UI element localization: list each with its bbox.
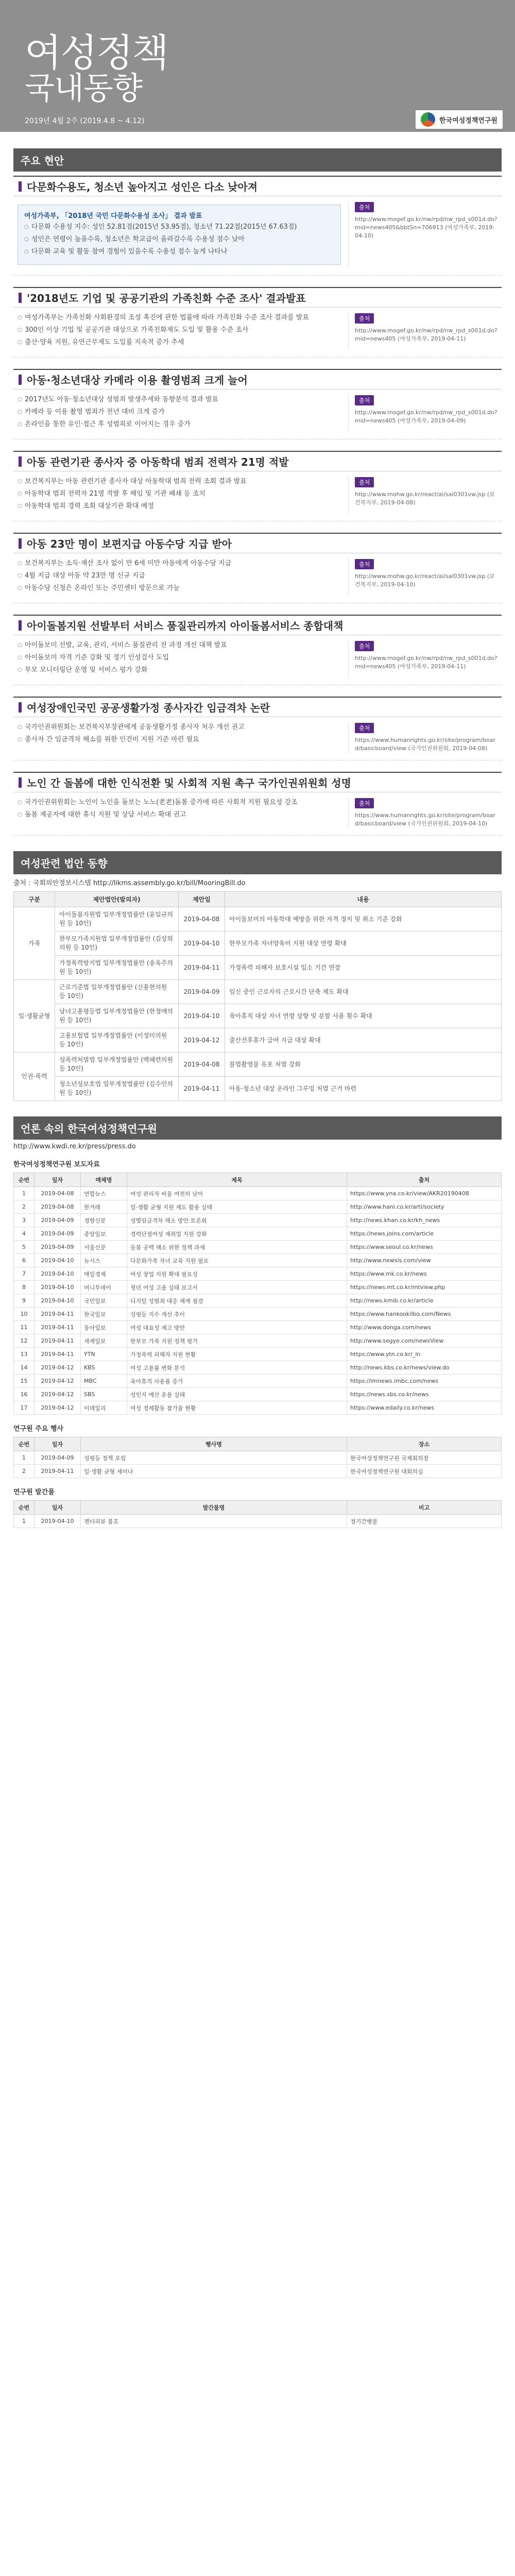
table-cell: http://www.segye.com/newsView <box>347 1334 502 1348</box>
law-row <box>14 1028 502 1053</box>
table-cell: 2019-04-10 <box>35 1254 81 1267</box>
article-bullet: ○ 아이돌보미 선발, 교육, 관리, 서비스 품질관리 전 과정 개선 대책 발표 <box>18 640 341 651</box>
table-row <box>14 1294 502 1308</box>
law-content: 육아휴직 대상 자녀 연령 상향 및 분할 사용 횟수 확대 <box>225 1004 502 1028</box>
table-cell: 11 <box>14 1321 35 1334</box>
law-row <box>14 956 502 980</box>
table-cell: 13 <box>14 1348 35 1361</box>
article-bullet: ○ 돌봄 제공자에 대한 휴식 지원 및 상담 서비스 확대 권고 <box>18 810 341 820</box>
table-cell: 여성 대표성 제고 방안 <box>127 1321 347 1334</box>
table-cell: 한부모 가족 지원 정책 평가 <box>127 1334 347 1348</box>
table-cell: SBS <box>81 1388 127 1401</box>
law-row <box>14 1053 502 1077</box>
law-source: 출처 : 국회의안정보시스템 http://likms.assembly.go.kr/bill/MooringBill.do <box>13 879 246 887</box>
table-cell: 4 <box>14 1227 35 1241</box>
table-row <box>14 1515 502 1528</box>
event-table-title: 연구원 주요 행사 <box>13 1425 63 1433</box>
lead-line: ○ 성인은 연령이 높을수록, 청소년은 학교급이 올라갈수록 수용성 점수 낮아 <box>24 234 334 245</box>
table-cell: 여성 관리자 비율 여전히 낮아 <box>127 1187 347 1200</box>
table-cell: 머니투데이 <box>81 1281 127 1294</box>
law-header: 제안법안(발의자) <box>55 892 179 907</box>
article <box>13 553 502 603</box>
table-cell: https://www.edaily.co.kr/news <box>347 1401 502 1415</box>
article-bullet: ○ 출산·양육 지원, 유연근무제도 도입률 지속적 증가 추세 <box>18 337 341 348</box>
source-tag: 출처 <box>355 313 374 324</box>
table-cell: 2019-04-11 <box>35 1465 81 1478</box>
article-title: 노인 간 돌봄에 대한 인식전환 및 사회적 지원 촉구 국가인권위원회 성명 <box>13 772 502 792</box>
table-cell: 8 <box>14 1281 35 1294</box>
table-cell: http://www.donga.com/news <box>347 1321 502 1334</box>
law-bill: 가정폭력방지법 일부개정법률안 (송옥주의원 등 10인) <box>55 956 179 980</box>
table-cell: 10 <box>14 1308 35 1321</box>
event-table: 순번 일자 행사명 장소 1 2019-04-09 성평등 정책 포럼 한국여성정책연구원 국제회의장 2 2019-04-11 일·생활 균형 세미나 한국여성정책연구원 대회의실 <box>13 1437 502 1478</box>
article-title: 아이돌봄지원 선발부터 서비스 품질관리까지 아이돌봄서비스 종합대책 <box>13 615 502 635</box>
law-row <box>14 1004 502 1028</box>
article-bullet: ○ 2017년도 아동·청소년대상 성범죄 발생추세와 동향분석 결과 발표 <box>18 395 341 405</box>
table-cell: 성평등 정책 포럼 <box>81 1451 347 1465</box>
section-top-news: 주요 현안 <box>13 148 502 172</box>
law-date: 2019-04-11 <box>179 1077 225 1101</box>
table-cell: 디지털 성범죄 대응 체계 점검 <box>127 1294 347 1308</box>
law-date: 2019-04-10 <box>179 931 225 956</box>
media-table <box>13 1173 502 1415</box>
article-bullet: ○ 종사자 간 임금격차 해소를 위한 인건비 지원 기준 마련 필요 <box>18 735 341 745</box>
lead-article <box>13 196 502 276</box>
table-cell: 한국여성정책연구원 대회의실 <box>347 1465 502 1478</box>
table-cell: 2019-04-12 <box>35 1375 81 1388</box>
table-row <box>14 1241 502 1254</box>
header-title-1: 여성정책 <box>25 31 168 75</box>
table-cell: http://www.newsis.com/view <box>347 1254 502 1267</box>
article-bullet: ○ 온라인을 통한 유인·접근 후 성범죄로 이어지는 경우 증가 <box>18 419 341 430</box>
law-category: 인권·폭력 <box>14 1053 55 1101</box>
law-content: 가정폭력 피해자 보호시설 입소 기간 연장 <box>225 956 502 980</box>
table-cell: KBS <box>81 1361 127 1375</box>
table-cell: 여성 창업 지원 확대 필요성 <box>127 1267 347 1281</box>
law-content: 아이돌보미의 아동학대 예방을 위한 자격 정지 및 취소 기준 강화 <box>225 907 502 931</box>
table-cell: 국민일보 <box>81 1294 127 1308</box>
table-cell: https://news.joins.com/article <box>347 1227 502 1241</box>
org-logo <box>416 110 503 129</box>
table-cell: http://news.kmib.co.kr/article <box>347 1294 502 1308</box>
table-row <box>14 1227 502 1241</box>
source-link[interactable]: http://www.mogef.go.kr/nw/rpd/nw_rpd_s001d.do?mid=news405 (여성가족부, 2019-04-11) <box>355 655 497 670</box>
org-name: 한국여성정책연구원 <box>439 116 497 125</box>
table-cell: http://www.hani.co.kr/arti/society <box>347 1200 502 1214</box>
law-content: 임신 중인 근로자의 근로시간 단축 제도 확대 <box>225 980 502 1004</box>
table-row <box>14 1334 502 1348</box>
source-tag: 출처 <box>355 477 374 487</box>
law-bill: 성폭력처벌법 일부개정법률안 (백혜련의원 등 10인) <box>55 1053 179 1077</box>
article-bullet: ○ 보건복지부는 아동 관련기관 종사자 대상 아동학대 범죄 전력 조회 결과 발표 <box>18 477 341 487</box>
media-source-link[interactable]: http://www.kwdi.re.kr/press/press.do <box>13 1143 136 1150</box>
article-bullet: ○ 4월 지급 대상 아동 약 23만 명 신규 지급 <box>18 571 341 581</box>
table-cell: 세계일보 <box>81 1334 127 1348</box>
table-cell: 9 <box>14 1294 35 1308</box>
table-cell: https://www.hankookilbo.com/News <box>347 1308 502 1321</box>
law-category: 일·생활균형 <box>14 980 55 1053</box>
source-tag: 출처 <box>355 798 374 808</box>
lead-box-title: 여성가족부, 「2018년 국민 다문화수용성 조사」 결과 발표 <box>24 212 202 220</box>
law-row <box>14 1077 502 1101</box>
media-header: 순번 <box>14 1173 35 1187</box>
table-row <box>14 1388 502 1401</box>
source-link[interactable]: http://www.mohw.go.kr/react/al/sal0301vw.jsp (보건복지부, 2019-04-08) <box>355 491 495 506</box>
law-row <box>14 931 502 956</box>
article-bullet: ○ 아동수당 신청은 온라인 또는 주민센터 방문으로 가능 <box>18 583 341 594</box>
lead-line: ○ 다문화 수용성 지수: 성인 52.81점(2015년 53.95점), 청소년 71.22점(2015년 67.63점) <box>24 222 334 232</box>
table-cell: https://news.mt.co.kr/mtview.php <box>347 1281 502 1294</box>
table-row <box>14 1267 502 1281</box>
table-cell: 경력단절여성 재취업 지원 강화 <box>127 1227 347 1241</box>
article-bullet: ○ 카메라 등 이용 촬영 범죄가 전년 대비 크게 증가 <box>18 407 341 417</box>
table-cell: 2019-04-12 <box>35 1361 81 1375</box>
table-cell: 다문화가족 자녀 교육 지원 필요 <box>127 1254 347 1267</box>
table-cell: 가정폭력 피해자 지원 현황 <box>127 1348 347 1361</box>
table-row <box>14 1375 502 1388</box>
table-cell: 육아휴직 사용률 증가 <box>127 1375 347 1388</box>
table-cell: 한겨레 <box>81 1200 127 1214</box>
header-title-2: 국내동향 <box>25 71 142 107</box>
table-cell: 14 <box>14 1361 35 1375</box>
table-cell: 1 <box>14 1187 35 1200</box>
table-cell: 2019-04-09 <box>35 1451 81 1465</box>
table-cell: http://news.kbs.co.kr/news/view.do <box>347 1361 502 1375</box>
source-link[interactable]: http://www.mogef.go.kr/nw/rpd/nw_rpd_s001d.do?mid=news405 (여성가족부, 2019-04-11) <box>355 327 497 342</box>
media-header: 일자 <box>35 1173 81 1187</box>
source-link[interactable]: http://www.mohw.go.kr/react/al/sal0301vw.jsp (보건복지부, 2019-04-10) <box>355 573 495 588</box>
table-cell: 일·생활 균형 지원 제도 활용 실태 <box>127 1200 347 1214</box>
article-bullet: ○ 국가인권위원회는 보건복지부장관에게 공동생활가정 종사자 처우 개선 권고 <box>18 722 341 733</box>
law-source-link[interactable]: http://likms.assembly.go.kr/bill/MooringBill.do <box>93 879 246 887</box>
law-date: 2019-04-10 <box>179 1004 225 1028</box>
law-date: 2019-04-09 <box>179 980 225 1004</box>
section-media: 언론 속의 한국여성정책연구원 <box>13 1116 502 1140</box>
table-cell: 정기간행물 <box>347 1515 502 1528</box>
table-cell: 돌봄 공백 해소 위한 정책 과제 <box>127 1241 347 1254</box>
table-cell: 2019-04-12 <box>35 1388 81 1401</box>
article-bullet: ○ 아동학대 범죄 경력 조회 대상기관 확대 예정 <box>18 501 341 512</box>
table-cell: 이데일리 <box>81 1401 127 1415</box>
table-row <box>14 1401 502 1415</box>
source-tag: 출처 <box>355 641 374 651</box>
law-bill: 근로기준법 일부개정법률안 (신용현의원 등 10인) <box>55 980 179 1004</box>
table-cell: 뉴시스 <box>81 1254 127 1267</box>
law-header: 제안일 <box>179 892 225 907</box>
table-cell: 2019-04-09 <box>35 1241 81 1254</box>
article-bullet: ○ 국가인권위원회는 노인이 노인을 돌보는 노노(老老)돌봄 증가에 따른 사회적 지원 필요성 강조 <box>18 798 341 808</box>
table-cell: http://news.khan.co.kr/kh_news <box>347 1214 502 1227</box>
law-row <box>14 907 502 931</box>
header-banner <box>0 0 515 132</box>
table-cell: 17 <box>14 1401 35 1415</box>
table-cell: 16 <box>14 1388 35 1401</box>
table-cell: https://www.mk.co.kr/news <box>347 1267 502 1281</box>
table-cell: 2019-04-11 <box>35 1334 81 1348</box>
table-cell: 매일경제 <box>81 1267 127 1281</box>
table-cell: 2019-04-10 <box>35 1294 81 1308</box>
table-cell: 6 <box>14 1254 35 1267</box>
source-link[interactable]: https://www.humanrights.go.kr/site/program/board/basicboard/view (국가인권위원회, 2019-04-08) <box>355 737 496 752</box>
table-cell: 일·생활 균형 세미나 <box>81 1465 347 1478</box>
main-content <box>0 132 515 1528</box>
table-cell: 성인지 예산 운용 실태 <box>127 1388 347 1401</box>
article-bullet: ○ 아동학대 범죄 전력자 21명 적발 후 해임 및 기관 폐쇄 등 조치 <box>18 489 341 499</box>
table-row <box>14 1200 502 1214</box>
law-bill: 한부모가족지원법 일부개정법률안 (김상희의원 등 10인) <box>55 931 179 956</box>
table-cell: 12 <box>14 1334 35 1348</box>
table-cell: 7 <box>14 1267 35 1281</box>
table-cell: 2019-04-08 <box>35 1200 81 1214</box>
article-title: 아동 23만 명이 보편지급 아동수당 지급 받아 <box>13 533 502 553</box>
article-bullet: ○ 보건복지부는 소득·재산 조사 없이 만 6세 미만 아동에게 아동수당 지급 <box>18 558 341 569</box>
table-cell: 1 <box>14 1515 35 1528</box>
source-link[interactable]: http://www.mogef.go.kr/nw/rpd/nw_rpd_s001d.do?mid=news405&bbtSn=706913 (여성가족부, 2019-04-10) <box>355 216 497 239</box>
logo-icon <box>421 112 435 127</box>
lead-line: ○ 다문화 교육 및 활동 참여 경험이 있을수록 수용성 점수 높게 나타나 <box>24 247 334 257</box>
table-row <box>14 1254 502 1267</box>
table-cell: 한국일보 <box>81 1308 127 1321</box>
article-bullet: ○ 여성가족부는 가족친화 사회환경의 조성 촉진에 관한 법률에 따라 가족친화 수준 조사 결과를 발표 <box>18 313 341 323</box>
article-list <box>13 287 502 836</box>
pub-table-title: 연구원 발간물 <box>13 1488 55 1496</box>
media-header: 매체명 <box>81 1173 127 1187</box>
source-tag: 출처 <box>355 395 374 405</box>
table-cell: https://news.sbs.co.kr/news <box>347 1388 502 1401</box>
source-tag: 출처 <box>355 723 374 733</box>
table-cell: 1 <box>14 1451 35 1465</box>
table-cell: 2019-04-11 <box>35 1321 81 1334</box>
table-cell: 한국여성정책연구원 국제회의장 <box>347 1451 502 1465</box>
article-bullet: ○ 아이돌보미 자격 기준 강화 및 정기 인성검사 도입 <box>18 653 341 663</box>
article-title: 여성장애인국민 공공생활가정 종사자간 임금격차 논란 <box>13 697 502 717</box>
issue-date: 2019년 4월 2주 (2019.4.8 ~ 4.12) <box>25 117 145 125</box>
table-cell: 2019-04-12 <box>35 1401 81 1415</box>
table-row <box>14 1321 502 1334</box>
table-cell: 2019-04-11 <box>35 1308 81 1321</box>
law-category: 가족 <box>14 907 55 980</box>
table-cell: 2019-04-10 <box>35 1515 81 1528</box>
article-title: 아동·청소년대상 카메라 이용 촬영범죄 크게 늘어 <box>13 369 502 389</box>
law-date: 2019-04-08 <box>179 1053 225 1077</box>
media-header: 제목 <box>127 1173 347 1187</box>
table-cell: 경향신문 <box>81 1214 127 1227</box>
article <box>13 717 502 760</box>
article <box>13 471 502 521</box>
source-link[interactable]: http://www.mogef.go.kr/nw/rpd/nw_rpd_s001d.do?mid=news405 (여성가족부, 2019-04-09) <box>355 409 497 424</box>
article-bullet: ○ 부모 모니터링단 운영 및 서비스 평가 강화 <box>18 665 341 675</box>
source-tag: 출처 <box>355 202 374 212</box>
law-bill: 청소년성보호법 일부개정법률안 (김수민의원 등 10인) <box>55 1077 179 1101</box>
article <box>13 792 502 836</box>
table-cell: 2 <box>14 1465 35 1478</box>
law-date: 2019-04-08 <box>179 907 225 931</box>
article <box>13 308 502 358</box>
lead-title: 다문화수용도, 청소년 높아지고 성인은 다소 낮아져 <box>13 176 502 196</box>
lead-summary-box <box>18 205 341 265</box>
law-table <box>13 891 502 1101</box>
law-date: 2019-04-12 <box>179 1028 225 1053</box>
article-title: 아동 관련기관 종사자 중 아동학대 범죄 전력자 21명 적발 <box>13 451 502 471</box>
table-cell: 청년 여성 고용 실태 보고서 <box>127 1281 347 1294</box>
table-cell: 젠더리뷰 봄호 <box>81 1515 347 1528</box>
article-title: '2018년도 기업 및 공공기관의 가족친화 수준 조사' 결과발표 <box>13 287 502 308</box>
table-cell: 연합뉴스 <box>81 1187 127 1200</box>
table-cell: MBC <box>81 1375 127 1388</box>
table-row <box>14 1187 502 1200</box>
table-row <box>14 1451 502 1465</box>
article <box>13 635 502 685</box>
media-header: 출처 <box>347 1173 502 1187</box>
table-cell: https://www.seoul.co.kr/news <box>347 1241 502 1254</box>
table-row <box>14 1308 502 1321</box>
table-row <box>14 1214 502 1227</box>
table-cell: 2019-04-09 <box>35 1214 81 1227</box>
table-cell: 3 <box>14 1214 35 1227</box>
table-cell: 2019-04-10 <box>35 1281 81 1294</box>
table-row <box>14 1281 502 1294</box>
law-row <box>14 980 502 1004</box>
pub-table: 순번 일자 발간물명 비고 1 2019-04-10 젠더리뷰 봄호 정기간행물 <box>13 1500 502 1528</box>
table-row <box>14 1465 502 1478</box>
article-bullet: ○ 300인 이상 기업 및 공공기관 대상으로 가족친화제도 도입 및 활용 수준 조사 <box>18 325 341 335</box>
law-date: 2019-04-11 <box>179 956 225 980</box>
article <box>13 389 502 439</box>
table-cell: 2019-04-11 <box>35 1348 81 1361</box>
table-cell: 성별임금격차 해소 방안 토론회 <box>127 1214 347 1227</box>
law-bill: 고용보험법 일부개정법률안 (이정미의원 등 10인) <box>55 1028 179 1053</box>
table-cell: 여성 경제활동 참가율 현황 <box>127 1401 347 1415</box>
table-row <box>14 1361 502 1375</box>
table-cell: 2019-04-08 <box>35 1187 81 1200</box>
law-header: 내용 <box>225 892 502 907</box>
table-cell: 여성 고용률 변화 분석 <box>127 1361 347 1375</box>
table-cell: 2 <box>14 1200 35 1214</box>
table-cell: 성평등 지수 개선 추이 <box>127 1308 347 1321</box>
law-content: 한부모가족 자녀양육비 지원 대상 연령 확대 <box>225 931 502 956</box>
law-content: 아동·청소년 대상 온라인 그루밍 처벌 근거 마련 <box>225 1077 502 1101</box>
table-cell: 15 <box>14 1375 35 1388</box>
table-cell: https://www.yna.co.kr/view/AKR20190408 <box>347 1187 502 1200</box>
law-bill: 아이돌봄지원법 일부개정법률안 (윤일규의원 등 10인) <box>55 907 179 931</box>
law-content: 출산전후휴가 급여 지급 대상 확대 <box>225 1028 502 1053</box>
law-content: 불법촬영물 유포 처벌 강화 <box>225 1053 502 1077</box>
table-cell: https://imnews.imbc.com/news <box>347 1375 502 1388</box>
media-table-title: 한국여성정책연구원 보도자료 <box>13 1161 100 1168</box>
table-cell: 동아일보 <box>81 1321 127 1334</box>
table-cell: 2019-04-10 <box>35 1267 81 1281</box>
table-cell: 2019-04-09 <box>35 1227 81 1241</box>
table-cell: 중앙일보 <box>81 1227 127 1241</box>
table-row <box>14 1348 502 1361</box>
table-cell: 서울신문 <box>81 1241 127 1254</box>
law-header: 구분 <box>14 892 55 907</box>
law-bill: 남녀고용평등법 일부개정법률안 (한정애의원 등 10인) <box>55 1004 179 1028</box>
source-tag: 출처 <box>355 559 374 569</box>
section-law: 여성관련 법안 동향 <box>13 851 502 874</box>
table-cell: 5 <box>14 1241 35 1254</box>
source-link[interactable]: https://www.humanrights.go.kr/site/program/board/basicboard/view (국가인권위원회, 2019-04-10) <box>355 812 496 827</box>
table-cell: YTN <box>81 1348 127 1361</box>
table-cell: https://www.ytn.co.kr/_ln <box>347 1348 502 1361</box>
